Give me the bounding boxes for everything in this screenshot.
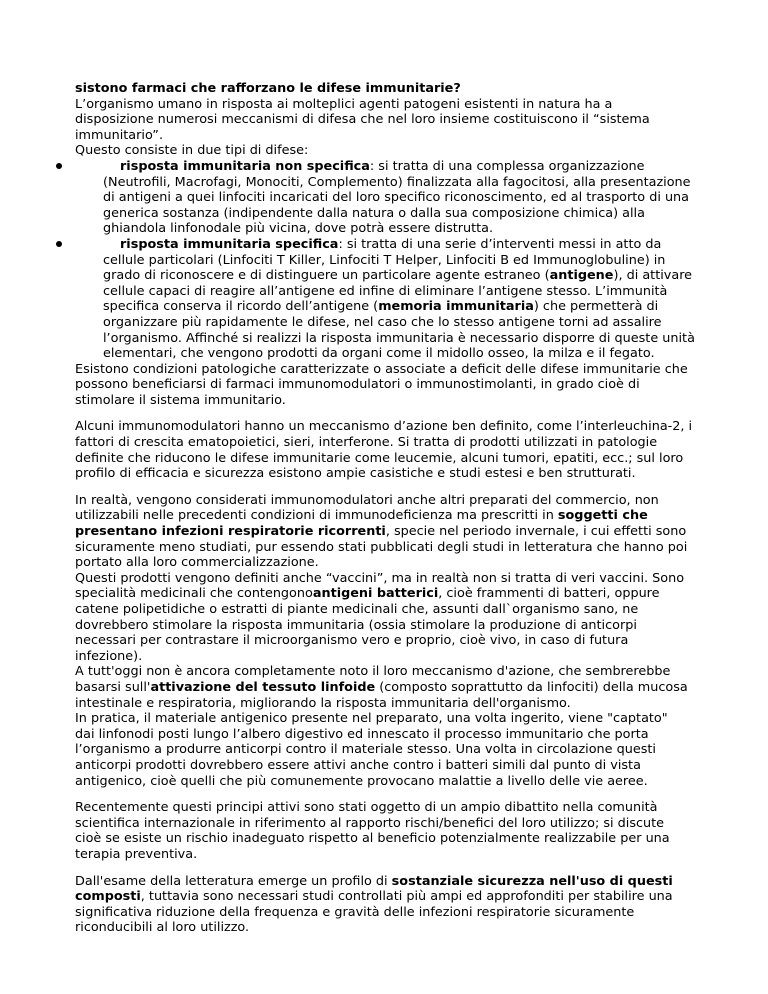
text-line: stimolare il sistema immunitario. — [75, 392, 286, 408]
text-line — [75, 874, 768, 890]
text-fragment: grado di riconoscere e di distinguere un particolare agente estraneo ( — [103, 268, 550, 284]
text-line: immunitario”. — [75, 127, 164, 143]
bullet-icon — [56, 241, 62, 247]
bullet-item-nonspecific — [75, 159, 768, 237]
bold-term: soggetti che — [557, 508, 648, 524]
text-line: cellule particolari (Linfociti T Killer, Linfociti T Helper, Linfociti B ed Immunoglobuline) in — [103, 252, 666, 268]
bullet-item-specific — [75, 237, 768, 362]
text-line: riconducibili al loro utilizzo. — [75, 920, 250, 936]
text-line: cellule capaci di reagire all’antigene ed infine di eliminare l’antigene stesso. L’immunità — [103, 283, 668, 299]
text-line: Questi prodotti vengono definiti anche “vaccini”, ma in realtà non si tratta di veri vaccini. Sono — [75, 570, 685, 586]
text-line: (Neutrofili, Macrofagi, Monociti, Complemento) finalizzata alla fagocitosi, alla presentazione — [103, 174, 691, 190]
text-line — [75, 299, 768, 315]
text-line: necessari per contrastare il microorganismo vero e proprio, cioè vivo, in caso di futura — [75, 633, 629, 649]
outro-paragraph — [75, 362, 768, 409]
text-line — [75, 268, 768, 284]
bold-term: memoria immunitaria — [378, 299, 534, 315]
text-line — [75, 524, 768, 540]
text-line: ghiandola linfonodale più vicina, dove potrà essere distrutta. — [103, 221, 494, 237]
text-fragment: , cioè frammenti di batteri, oppure — [438, 586, 660, 602]
text-line: antigenico, cioè quelli che più comunemente provocano malattie a livello delle vie aeree. — [75, 773, 648, 789]
text-line: L’organismo umano in risposta ai molteplici agenti patogeni esistenti in natura ha a — [75, 96, 613, 112]
text-line: cioè se esiste un rischio inadeguato rispetto al beneficio potenzialmente realizzabile per una — [75, 831, 670, 847]
text-line: generica sostanza (indipendente dalla natura o dalla sua composizione chimica) alla — [103, 205, 645, 221]
text-line: profilo di efficacia e sicurezza esistono ampie casistiche e studi estesi e ben strutturati. — [75, 466, 636, 482]
text-line — [75, 159, 768, 175]
text-fragment: ), di attivare — [613, 268, 693, 284]
text-line: In realtà, vengono considerati immunomodulatori anche altri preparati del commercio, non — [75, 492, 659, 508]
text-fragment: : si tratta di una serie d’interventi messi in atto da — [338, 236, 662, 252]
text-line — [75, 237, 768, 253]
paragraph-debate — [75, 800, 768, 862]
bullet-icon — [56, 163, 62, 169]
text-line — [75, 586, 768, 602]
text-line: catene polipetidiche o estratti di piante medicinali che, assunti dall`organismo sano, ne — [75, 602, 639, 617]
paragraph-spacer — [75, 408, 768, 419]
paragraph-spacer — [75, 863, 768, 874]
text-line: Alcuni immunomodulatori hanno un meccanismo d’azione ben definito, come l’interleuchina-2, i — [75, 419, 693, 435]
text-fragment: basarsi sull' — [75, 679, 151, 695]
paragraph-spacer — [75, 789, 768, 800]
text-line: Questo consiste in due tipi di difese: — [75, 143, 309, 159]
bold-term: composti — [75, 889, 141, 905]
text-line: definite che riducono le difese immunitarie come leucemie, alcuni tumori, epatiti, ecc.; sul loro — [75, 450, 684, 466]
text-fragment: , tuttavia sono necessari studi controllati più ampi ed approfonditi per stabilire una — [140, 889, 673, 905]
text-line — [75, 889, 768, 905]
text-line: significativa riduzione della frequenza e gravità delle infezioni respiratorie sicuramente — [75, 904, 635, 920]
text-fragment: , specie nel periodo invernale, i cui effetti sono — [385, 524, 687, 540]
bold-term: attivazione del tessuto linfoide — [150, 679, 376, 695]
text-line: dai linfonodi posti lungo l’albero digestivo ed innescato il processo immunitario che porta — [75, 726, 649, 742]
text-line: fattori di crescita ematopoietici, sieri, interferone. Si tratta di prodotti utilizzati in patologie — [75, 435, 658, 451]
text-line: anticorpi prodotti dovrebbero essere attivi anche contro i batteri simili dal punto di vista — [75, 757, 641, 773]
text-line: l’organismo a produrre anticorpi contro il materiale stesso. Una volta in circolazione questi — [75, 742, 656, 758]
text-line: terapia preventiva. — [75, 846, 198, 862]
text-line: possono beneficiarsi di farmaci immunomodulatori o immunostimolanti, in grado cioè di — [75, 377, 640, 393]
text-line: infezione). — [75, 648, 143, 664]
bold-term: risposta immunitaria non specifica — [120, 158, 370, 174]
bold-term: risposta immunitaria specifica — [120, 236, 339, 252]
text-line: dovrebbero stimolare la risposta immunitaria (ossia stimolare la produzione di anticorpi — [75, 617, 637, 633]
paragraph-immunomodulators — [75, 419, 768, 481]
text-line — [75, 680, 768, 696]
text-line: Esistono condizioni patologiche caratterizzate o associate a deficit delle difese immunitarie che — [75, 361, 688, 377]
text-line: l’organismo. Affinché si realizzi la risposta immunitaria è necessario disporre di queste unità — [103, 330, 695, 346]
text-line: intestinale e respiratoria, migliorando la risposta immunitaria dell'organismo. — [75, 695, 571, 711]
text-line: In pratica, il materiale antigenico presente nel preparato, una volta ingerito, viene "captato" — [75, 711, 668, 727]
text-line: A tutt'oggi non è ancora completamente noto il loro meccanismo d'azione, che sembrerebbe — [75, 664, 671, 680]
intro-paragraph — [75, 97, 768, 159]
text-line: sicuramente meno studiati, pur essendo stati pubblicati degli studi in letteratura che hanno poi — [75, 539, 688, 555]
text-fragment: specifica conserva il ricordo dell’antigene ( — [103, 299, 379, 315]
text-fragment: specialità medicinali che contengono — [75, 586, 313, 602]
text-line: disposizione numerosi meccanismi di difesa che nel loro insieme costituiscono il “sistema — [75, 112, 650, 128]
bold-term: antigene — [549, 268, 614, 284]
bold-term: presentano infezioni respiratorie ricorrenti — [75, 524, 386, 540]
paragraph-spacer — [75, 482, 768, 493]
paragraph-vaccines — [75, 493, 768, 789]
text-line: portato alla loro commercializzazione. — [75, 555, 319, 571]
text-fragment: (composto soprattutto da linfociti) della mucosa — [375, 679, 688, 695]
text-line: scientifica internazionale in riferimento al rapporto rischi/benefici del loro utilizzo; si discute — [75, 815, 665, 831]
paragraph-conclusion — [75, 874, 768, 936]
text-fragment: Dall'esame della letteratura emerge un profilo di — [75, 873, 392, 889]
text-line: elementari, che vengono prodotti da organi come il midollo osseo, la milza e il fegato. — [103, 346, 655, 362]
text-fragment: utilizzabili nelle precedenti condizioni di immunodeficienza ma prescritti in — [75, 508, 558, 524]
text-line: organizzare più rapidamente le difese, nel caso che lo stesso antigene torni ad assalire — [103, 314, 662, 330]
text-line: di antigeni a quei linfociti incaricati del loro specifico riconoscimento, ed al trasporto di una — [103, 190, 690, 206]
bold-term: sostanziale sicurezza nell'uso di questi — [391, 873, 673, 889]
text-fragment: : si tratta di una complessa organizzazione — [369, 158, 645, 174]
text-line — [75, 508, 768, 524]
text-line: Recentemente questi principi attivi sono stati oggetto di un ampio dibattito nella comunità — [75, 800, 658, 816]
text-fragment: ) che permetterà di — [533, 299, 659, 315]
bold-term: antigeni batterici — [312, 586, 439, 602]
document-heading: sistono farmaci che rafforzano le difese immunitarie? — [75, 81, 461, 96]
